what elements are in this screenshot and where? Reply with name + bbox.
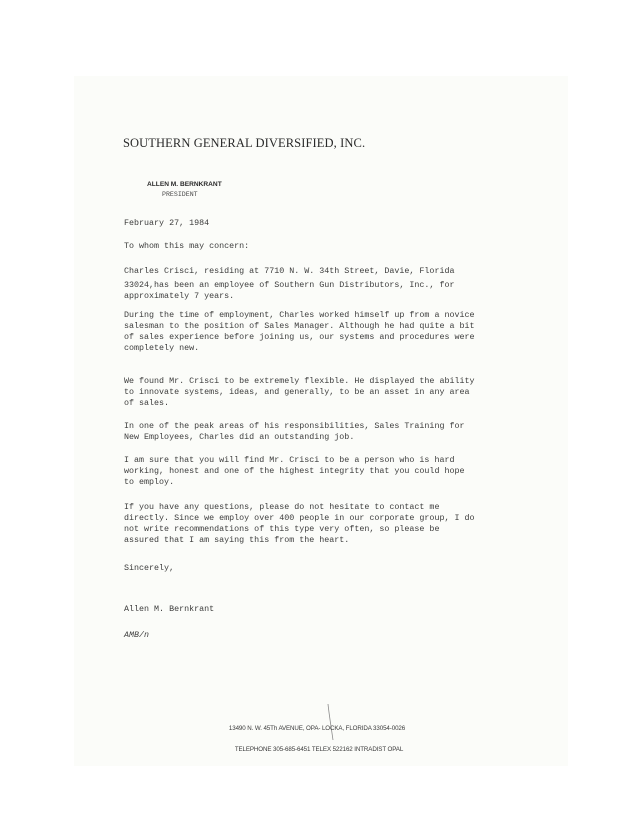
- paragraph-line: directly. Since we employ over 400 people in our corporate group, I do: [124, 513, 475, 523]
- officer-title: PRESIDENT: [162, 191, 198, 198]
- paragraph-5: [124, 455, 464, 488]
- paragraph-line: approximately 7 years.: [124, 291, 235, 301]
- paragraph-4: [124, 421, 464, 443]
- paragraph-line: 33024,has been an employee of Southern Gun Distributors, Inc., for: [124, 280, 455, 290]
- paragraph-line: working, honest and one of the highest integrity that you could hope: [124, 466, 465, 476]
- paragraph-line: of sales experience before joining us, our systems and procedures were: [124, 332, 475, 342]
- paragraph-1: [124, 266, 454, 302]
- signature-name: Allen M. Bernkrant: [124, 604, 215, 614]
- paragraph-line: New Employees, Charles did an outstanding job.: [124, 432, 355, 442]
- paragraph-2: [124, 310, 475, 354]
- paragraph-3: [124, 376, 475, 409]
- paragraph-line: During the time of employment, Charles worked himself up from a novice: [124, 310, 475, 320]
- paragraph-6: [124, 502, 475, 546]
- footer-phone: TELEPHONE 305-685-6451 TELEX 522162 INTRADIST OPAL: [234, 746, 404, 753]
- paragraph-line: If you have any questions, please do not hesitate to contact me: [124, 502, 440, 512]
- paragraph-line: salesman to the position of Sales Manager. Although he had quite a bit: [124, 321, 475, 331]
- officer-name: ALLEN M. BERNKRANT: [147, 181, 222, 188]
- footer-address: 13490 N. W. 45Th AVENUE, OPA- LOCKA, FLORIDA 33054-0026: [228, 725, 406, 732]
- paragraph-line: assured that I am saying this from the heart.: [124, 535, 350, 545]
- paragraph-line: of sales.: [124, 398, 170, 408]
- pen-mark: [327, 704, 335, 740]
- paragraph-line: In one of the peak areas of his responsibilities, Sales Training for: [124, 421, 465, 431]
- paragraph-line: Charles Crisci, residing at 7710 N. W. 34th Street, Davie, Florida: [124, 266, 455, 276]
- typist-initials: AMB/n: [124, 630, 150, 640]
- paragraph-line: to employ.: [124, 477, 175, 487]
- salutation: To whom this may concern:: [124, 241, 250, 251]
- paragraph-line: We found Mr. Crisci to be extremely flexible. He displayed the ability: [124, 376, 475, 386]
- paragraph-line: to innovate systems, ideas, and generally, to be an asset in any area: [124, 387, 470, 397]
- closing: Sincerely,: [124, 563, 175, 573]
- company-name: SOUTHERN GENERAL DIVERSIFIED, INC.: [123, 136, 366, 150]
- letter-date: February 27, 1984: [124, 218, 210, 228]
- paragraph-line: completely new.: [124, 343, 200, 353]
- paragraph-line: not write recommendations of this type very often, so please be: [124, 524, 440, 534]
- paragraph-line: I am sure that you will find Mr. Crisci to be a person who is hard: [124, 455, 455, 465]
